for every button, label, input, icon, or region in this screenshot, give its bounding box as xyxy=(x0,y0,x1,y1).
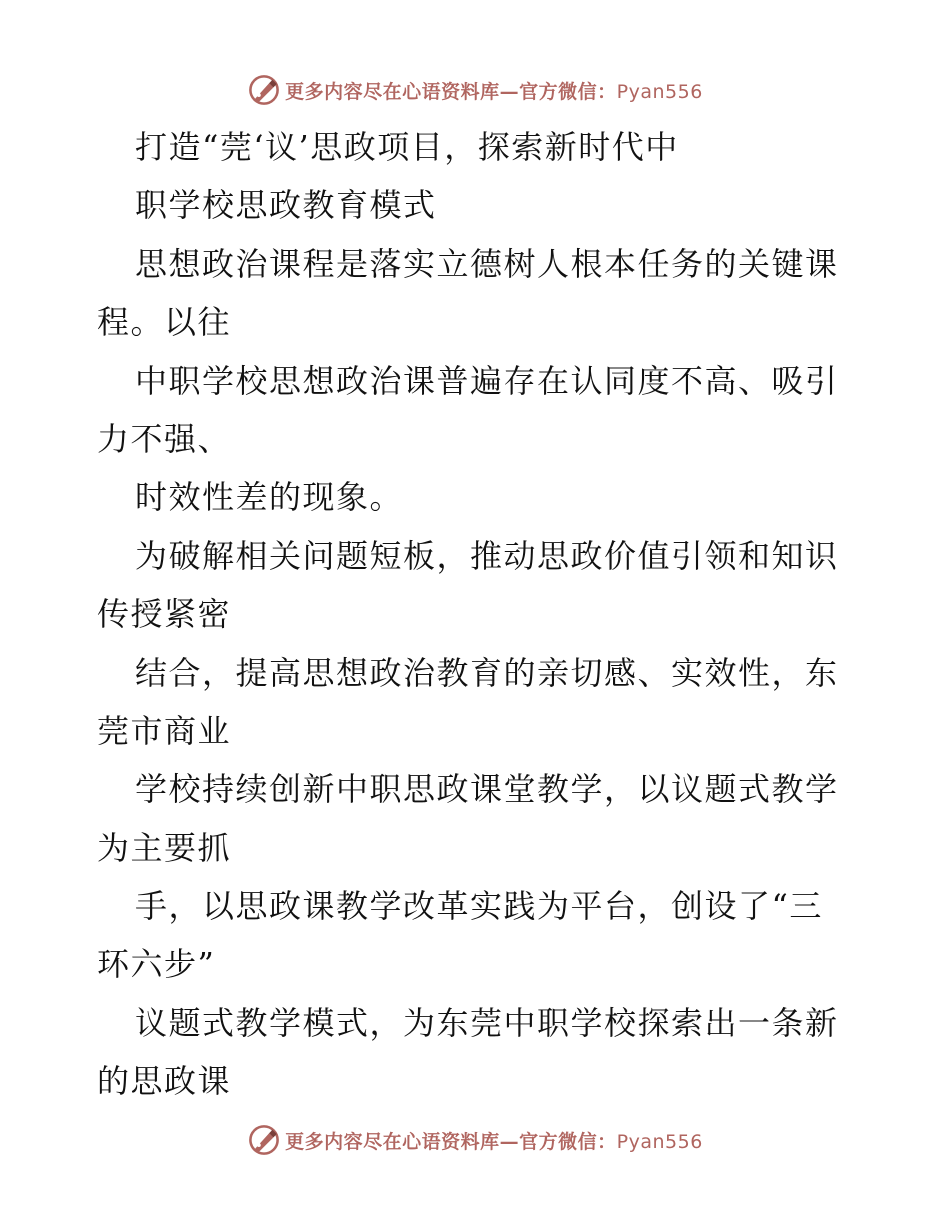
text-line: 程。以往 xyxy=(97,303,232,342)
text-line: 环六步” xyxy=(97,945,216,984)
text-line: 为主要抓 xyxy=(97,828,232,867)
text-line: 议题式教学模式，为东莞中职学校探索出一条新 xyxy=(135,1003,839,1042)
header-banner xyxy=(0,70,950,110)
text-line: 时效性差的现象。 xyxy=(135,478,404,517)
pen-circle-logo-icon xyxy=(247,1123,281,1157)
text-line: 学校持续创新中职思政课堂教学，以议题式教学 xyxy=(135,770,839,809)
text-line: 打造“莞‘议’思政项目，探索新时代中 xyxy=(135,128,679,166)
text-line: 莞市商业 xyxy=(97,711,232,750)
document-body xyxy=(97,118,857,1111)
banner-text: 更多内容尽在心语资料库—官方微信：Pyan556 xyxy=(285,80,703,103)
footer-banner xyxy=(0,1120,950,1160)
text-line: 中职学校思想政治课普遍存在认同度不高、吸引 xyxy=(135,361,839,400)
text-line: 手，以思政课教学改革实践为平台，创设了“三 xyxy=(135,887,823,926)
text-line: 职学校思政教育模式 xyxy=(135,186,437,225)
text-line: 思想政治课程是落实立德树人根本任务的关键课 xyxy=(135,244,839,283)
text-line: 的思政课 xyxy=(97,1062,232,1101)
pen-circle-logo-icon xyxy=(247,73,281,107)
text-line: 结合，提高思想政治教育的亲切感、实效性，东 xyxy=(135,653,839,692)
text-line: 为破解相关问题短板，推动思政价值引领和知识 xyxy=(135,536,839,575)
banner-text: 更多内容尽在心语资料库—官方微信：Pyan556 xyxy=(285,1130,703,1153)
text-line: 力不强、 xyxy=(97,419,232,458)
text-line: 传授紧密 xyxy=(97,595,232,634)
